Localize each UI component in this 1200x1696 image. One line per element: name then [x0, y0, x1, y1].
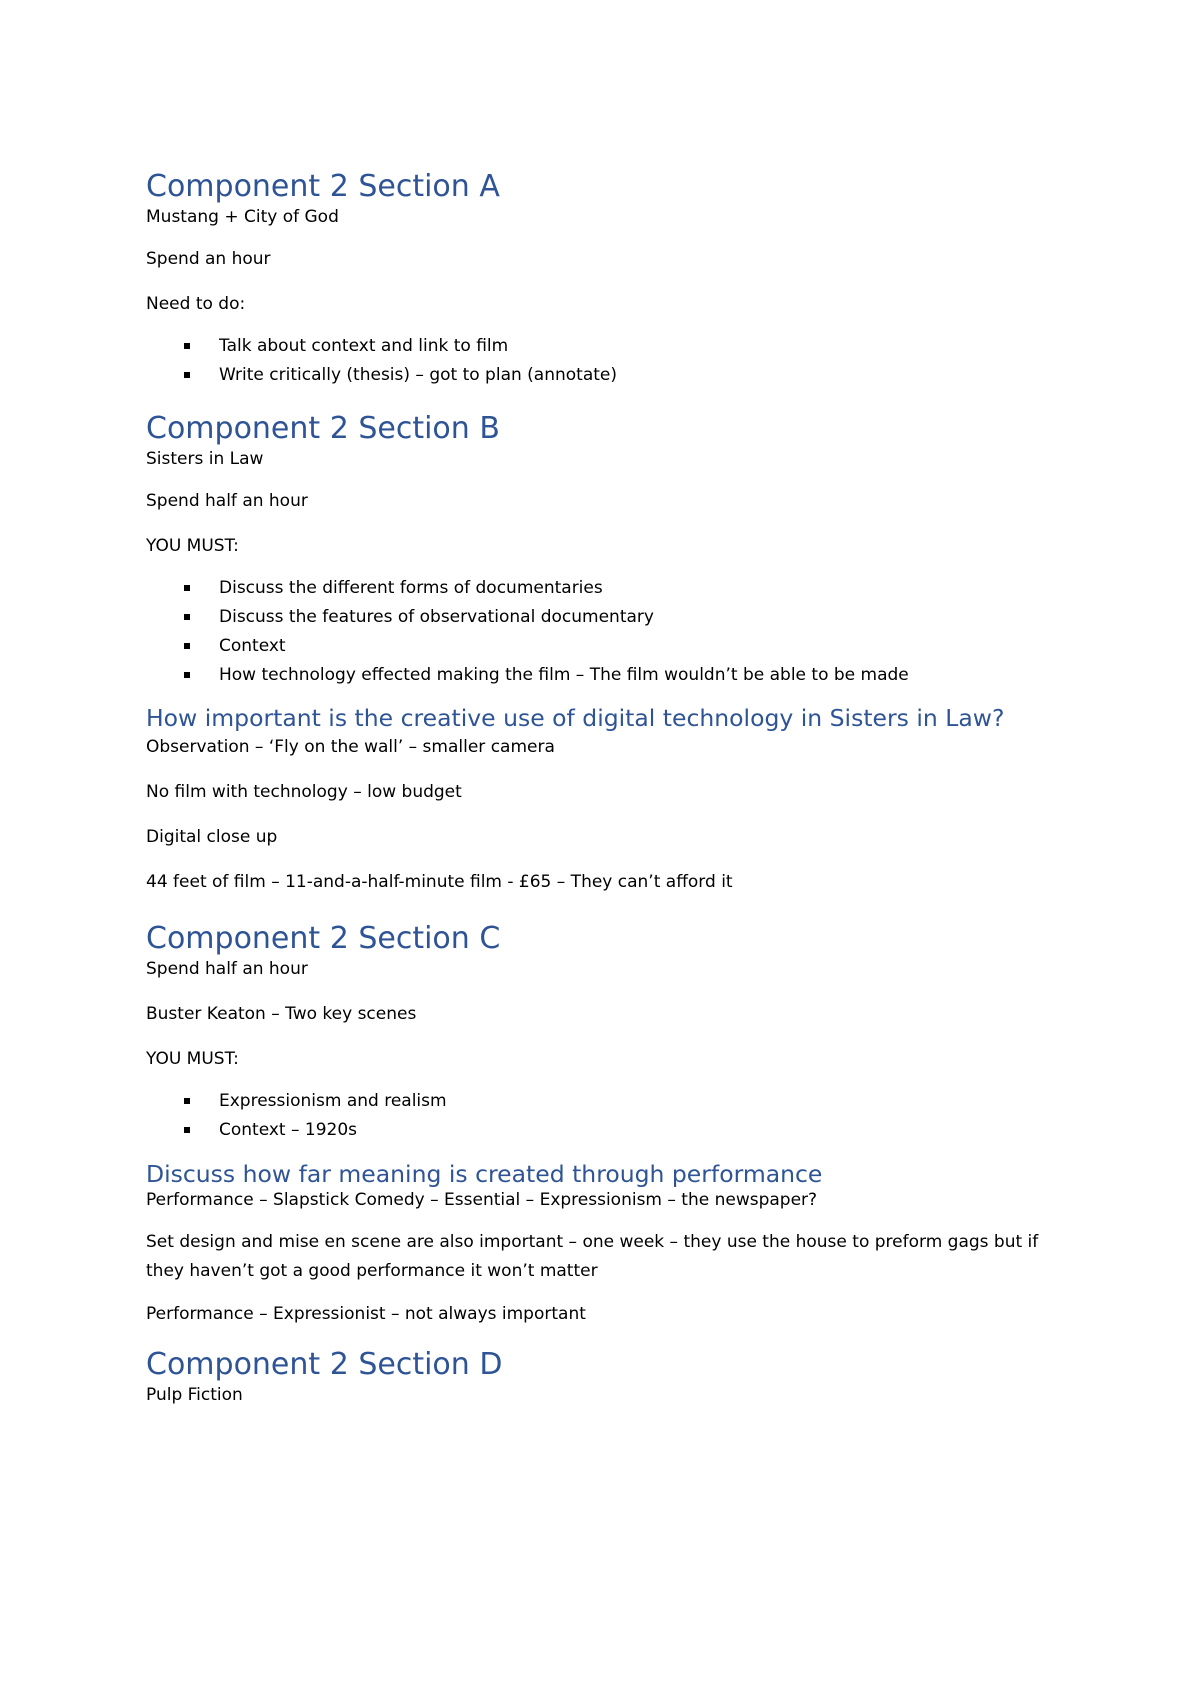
list-item: Context – 1920s: [146, 1118, 1046, 1147]
square-bullet-icon: [184, 672, 190, 678]
section-c-intro: YOU MUST:: [146, 1049, 239, 1069]
square-bullet-icon: [184, 1098, 190, 1104]
heading-section-a: Component 2 Section A: [146, 169, 500, 204]
question-b-note-4: 44 feet of film – 11-and-a-half-minute film - £65 – They can’t afford it: [146, 872, 733, 892]
section-b-intro: YOU MUST:: [146, 536, 239, 556]
square-bullet-icon: [184, 1127, 190, 1133]
section-b-bullet-list: [146, 576, 1046, 692]
list-item: Expressionism and realism: [146, 1089, 1046, 1118]
document-page: [146, 168, 1046, 1407]
square-bullet-icon: [184, 643, 190, 649]
heading-question-c: Discuss how far meaning is created through performance: [146, 1160, 823, 1188]
list-item: Context: [146, 634, 1046, 663]
section-a-time: Spend an hour: [146, 249, 271, 269]
heading-section-b: Component 2 Section B: [146, 411, 500, 446]
section-c-bullet-list: [146, 1089, 1046, 1147]
question-c-note-3: Performance – Expressionist – not always important: [146, 1304, 586, 1324]
square-bullet-icon: [184, 585, 190, 591]
section-b-film: Sisters in Law: [146, 449, 264, 469]
section-a-bullet-list: [146, 334, 1046, 392]
question-b-note-2: No film with technology – low budget: [146, 782, 462, 802]
list-item: How technology effected making the film – The film wouldn’t be able to be made: [146, 663, 1046, 692]
section-b-time: Spend half an hour: [146, 491, 308, 511]
question-c-note-2: Set design and mise en scene are also important – one week – they use the house to preform gags but if they haven’t got a good performance it won’t matter: [146, 1232, 1039, 1281]
heading-question-b: How important is the creative use of digital technology in Sisters in Law?: [146, 704, 1005, 732]
section-d-film: Pulp Fiction: [146, 1385, 243, 1405]
question-b-note-1: Observation – ‘Fly on the wall’ – smaller camera: [146, 737, 555, 757]
square-bullet-icon: [184, 372, 190, 378]
list-item: Discuss the features of observational documentary: [146, 605, 1046, 634]
question-c-note-1: Performance – Slapstick Comedy – Essential – Expressionism – the newspaper?: [146, 1190, 818, 1210]
list-item: Talk about context and link to film: [146, 334, 1046, 363]
section-c-film: Buster Keaton – Two key scenes: [146, 1004, 417, 1024]
section-a-intro: Need to do:: [146, 294, 246, 314]
list-item: Write critically (thesis) – got to plan (annotate): [146, 363, 1046, 392]
square-bullet-icon: [184, 614, 190, 620]
question-b-note-3: Digital close up: [146, 827, 278, 847]
section-a-films: Mustang + City of God: [146, 207, 339, 227]
section-c-time: Spend half an hour: [146, 959, 308, 979]
heading-section-c: Component 2 Section C: [146, 921, 501, 956]
square-bullet-icon: [184, 343, 190, 349]
list-item: Discuss the different forms of documentaries: [146, 576, 1046, 605]
heading-section-d: Component 2 Section D: [146, 1347, 503, 1382]
